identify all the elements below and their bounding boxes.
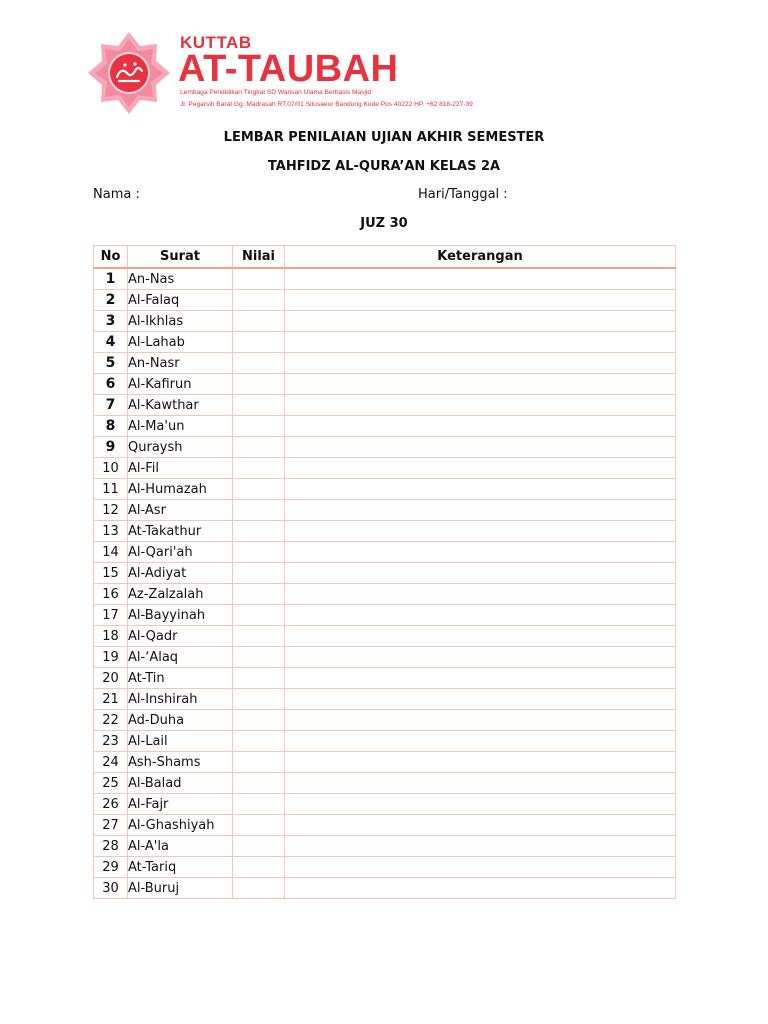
nilai-cell[interactable] [233, 563, 285, 584]
keterangan-cell[interactable] [285, 353, 676, 374]
surat-name: Al-Buruj [128, 878, 233, 899]
keterangan-cell[interactable] [285, 710, 676, 731]
keterangan-cell[interactable] [285, 479, 676, 500]
surat-name: At-Takathur [128, 521, 233, 542]
table-row [94, 416, 676, 437]
nilai-cell[interactable] [233, 605, 285, 626]
surat-name: Az-Zalzalah [128, 584, 233, 605]
column-header-keterangan: Keterangan [285, 246, 676, 269]
keterangan-cell[interactable] [285, 290, 676, 311]
column-header-no: No [94, 246, 128, 269]
table-row [94, 836, 676, 857]
keterangan-cell[interactable] [285, 563, 676, 584]
surat-name: At-Tariq [128, 857, 233, 878]
surat-name: Al-Balad [128, 773, 233, 794]
nilai-cell[interactable] [233, 437, 285, 458]
column-header-nilai: Nilai [233, 246, 285, 269]
surat-name: Al-‘Alaq [128, 647, 233, 668]
keterangan-cell[interactable] [285, 268, 676, 290]
table-row [94, 815, 676, 836]
nilai-cell[interactable] [233, 857, 285, 878]
nilai-cell[interactable] [233, 332, 285, 353]
table-row [94, 689, 676, 710]
row-number: 6 [94, 374, 128, 395]
nilai-cell[interactable] [233, 353, 285, 374]
nama-label: Nama : [93, 187, 140, 202]
row-number: 3 [94, 311, 128, 332]
row-number: 16 [94, 584, 128, 605]
keterangan-cell[interactable] [285, 374, 676, 395]
surat-name: Al-Fil [128, 458, 233, 479]
row-number: 29 [94, 857, 128, 878]
table-row [94, 353, 676, 374]
row-number: 17 [94, 605, 128, 626]
table-row [94, 710, 676, 731]
nilai-cell[interactable] [233, 647, 285, 668]
row-number: 24 [94, 752, 128, 773]
surat-name: Al-Adiyat [128, 563, 233, 584]
row-number: 1 [94, 268, 128, 290]
hari-tanggal-label: Hari/Tanggal : [418, 187, 508, 202]
surat-name: Al-Ghashiyah [128, 815, 233, 836]
keterangan-cell[interactable] [285, 794, 676, 815]
row-number: 26 [94, 794, 128, 815]
table-row [94, 752, 676, 773]
nilai-cell[interactable] [233, 752, 285, 773]
table-row [94, 857, 676, 878]
keterangan-cell[interactable] [285, 647, 676, 668]
keterangan-cell[interactable] [285, 500, 676, 521]
document-subtitle: TAHFIDZ AL-QURA’AN KELAS 2A [267, 159, 501, 174]
surat-name: Al-Ikhlas [128, 311, 233, 332]
keterangan-cell[interactable] [285, 773, 676, 794]
nilai-cell[interactable] [233, 710, 285, 731]
table-row [94, 479, 676, 500]
row-number: 23 [94, 731, 128, 752]
keterangan-cell[interactable] [285, 395, 676, 416]
table-row [94, 773, 676, 794]
brand-address: Jl. Pegarsih Barat Gg. Madrasah RT.07/01 Situsaeur Bandung Kode Pos 40222 HP. +62 818-227-39 [180, 101, 473, 108]
nilai-cell[interactable] [233, 290, 285, 311]
keterangan-cell[interactable] [285, 605, 676, 626]
nilai-cell[interactable] [233, 668, 285, 689]
keterangan-cell[interactable] [285, 437, 676, 458]
surat-name: Quraysh [128, 437, 233, 458]
surat-name: Al-Lail [128, 731, 233, 752]
keterangan-cell[interactable] [285, 878, 676, 899]
keterangan-cell[interactable] [285, 626, 676, 647]
table-row [94, 374, 676, 395]
nilai-cell[interactable] [233, 815, 285, 836]
surat-name: Al-Kafirun [128, 374, 233, 395]
nilai-cell[interactable] [233, 773, 285, 794]
keterangan-cell[interactable] [285, 311, 676, 332]
row-number: 5 [94, 353, 128, 374]
row-number: 13 [94, 521, 128, 542]
nilai-cell[interactable] [233, 311, 285, 332]
surat-name: Al-Inshirah [128, 689, 233, 710]
nilai-cell[interactable] [233, 794, 285, 815]
keterangan-cell[interactable] [285, 584, 676, 605]
brand-kuttab: KUTTAB [180, 33, 252, 52]
row-number: 22 [94, 710, 128, 731]
keterangan-cell[interactable] [285, 857, 676, 878]
table-row [94, 647, 676, 668]
nilai-cell[interactable] [233, 626, 285, 647]
nilai-cell[interactable] [233, 479, 285, 500]
surat-name: An-Nas [128, 268, 233, 290]
surat-name: Al-Falaq [128, 290, 233, 311]
nilai-cell[interactable] [233, 584, 285, 605]
nilai-cell[interactable] [233, 395, 285, 416]
nilai-cell[interactable] [233, 878, 285, 899]
nilai-cell[interactable] [233, 836, 285, 857]
row-number: 30 [94, 878, 128, 899]
surat-name: Al-Qadr [128, 626, 233, 647]
surat-name: Ash-Shams [128, 752, 233, 773]
row-number: 2 [94, 290, 128, 311]
table-row [94, 605, 676, 626]
table-header-row [94, 246, 676, 269]
table-row [94, 794, 676, 815]
nilai-cell[interactable] [233, 542, 285, 563]
surat-name: Al-Lahab [128, 332, 233, 353]
row-number: 9 [94, 437, 128, 458]
table-row [94, 731, 676, 752]
row-number: 19 [94, 647, 128, 668]
surat-name: Al-Fajr [128, 794, 233, 815]
row-number: 7 [94, 395, 128, 416]
table-row [94, 542, 676, 563]
surat-name: At-Tin [128, 668, 233, 689]
brand-tagline: Lembaga Pendidikan Tingkat SD Warisan Ulama Berbasis Masjid [180, 89, 372, 96]
table-row [94, 584, 676, 605]
nilai-cell[interactable] [233, 731, 285, 752]
row-number: 21 [94, 689, 128, 710]
row-number: 15 [94, 563, 128, 584]
arabic-calligraphy-emblem-icon [84, 30, 174, 116]
table-row [94, 563, 676, 584]
row-number: 14 [94, 542, 128, 563]
table-row [94, 395, 676, 416]
table-row [94, 878, 676, 899]
row-number: 10 [94, 458, 128, 479]
keterangan-cell[interactable] [285, 815, 676, 836]
keterangan-cell[interactable] [285, 458, 676, 479]
keterangan-cell[interactable] [285, 731, 676, 752]
row-number: 25 [94, 773, 128, 794]
document-title: LEMBAR PENILAIAN UJIAN AKHIR SEMESTER [223, 130, 545, 145]
row-number: 8 [94, 416, 128, 437]
table-row [94, 290, 676, 311]
table-row [94, 626, 676, 647]
surat-name: Al-Ma'un [128, 416, 233, 437]
table-row [94, 458, 676, 479]
nilai-cell[interactable] [233, 521, 285, 542]
nilai-cell[interactable] [233, 374, 285, 395]
surat-name: An-Nasr [128, 353, 233, 374]
surat-name: Al-Kawthar [128, 395, 233, 416]
nilai-cell[interactable] [233, 500, 285, 521]
nilai-cell[interactable] [233, 689, 285, 710]
assessment-table [93, 245, 676, 899]
row-number: 27 [94, 815, 128, 836]
table-row [94, 437, 676, 458]
keterangan-cell[interactable] [285, 689, 676, 710]
row-number: 11 [94, 479, 128, 500]
surat-name: Al-Humazah [128, 479, 233, 500]
nilai-cell[interactable] [233, 416, 285, 437]
keterangan-cell[interactable] [285, 332, 676, 353]
table-row [94, 268, 676, 290]
nilai-cell[interactable] [233, 268, 285, 290]
table-row [94, 332, 676, 353]
table-body [94, 268, 676, 899]
brand-name: AT-TAUBAH [178, 48, 399, 90]
surat-name: Al-A'la [128, 836, 233, 857]
row-number: 4 [94, 332, 128, 353]
juz-heading: JUZ 30 [360, 216, 408, 231]
table-row [94, 668, 676, 689]
column-header-surat: Surat [128, 246, 233, 269]
surat-name: Al-Bayyinah [128, 605, 233, 626]
row-number: 20 [94, 668, 128, 689]
keterangan-cell[interactable] [285, 836, 676, 857]
keterangan-cell[interactable] [285, 542, 676, 563]
row-number: 28 [94, 836, 128, 857]
keterangan-cell[interactable] [285, 521, 676, 542]
table-row [94, 500, 676, 521]
row-number: 18 [94, 626, 128, 647]
keterangan-cell[interactable] [285, 752, 676, 773]
keterangan-cell[interactable] [285, 668, 676, 689]
surat-name: Ad-Duha [128, 710, 233, 731]
keterangan-cell[interactable] [285, 416, 676, 437]
nilai-cell[interactable] [233, 458, 285, 479]
table-row [94, 311, 676, 332]
row-number: 12 [94, 500, 128, 521]
table-row [94, 521, 676, 542]
surat-name: Al-Asr [128, 500, 233, 521]
surat-name: Al-Qari'ah [128, 542, 233, 563]
